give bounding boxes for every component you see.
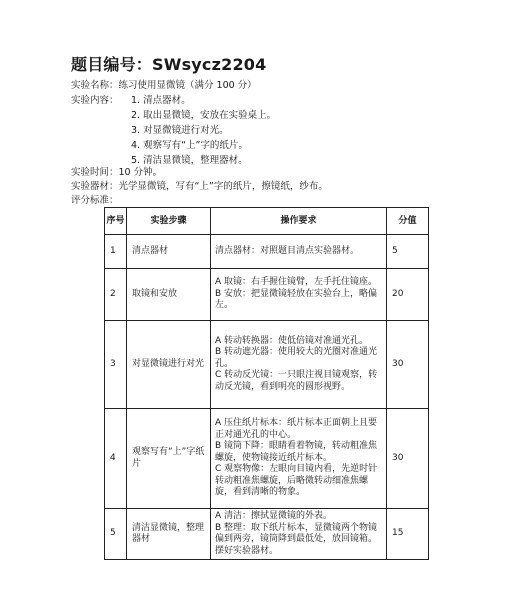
content-item-2: 2. 取出显微镜，安放在实验桌上。	[131, 110, 277, 121]
row-requirement	[211, 321, 387, 409]
exam-title: 题目编号：SWsycz2204	[71, 55, 267, 74]
row-score: 30	[387, 409, 429, 509]
experiment-name: 实验名称：练习使用显微镜（满分 100 分）	[71, 80, 257, 91]
criteria-label: 评分标准：	[71, 195, 119, 206]
row-no: 2	[105, 269, 127, 321]
row-no: 3	[105, 321, 127, 409]
row-score: 15	[387, 509, 429, 560]
row-requirement	[211, 509, 387, 560]
header-step: 实验步骤	[127, 208, 211, 235]
requirement-text: B 镜筒下降：眼睛看着物镜，转动粗准焦螺旋，使物镜接近纸片标本。	[215, 441, 378, 463]
row-no: 5	[105, 509, 127, 560]
row-requirement	[211, 235, 387, 269]
table-row	[105, 321, 429, 409]
table-row	[105, 509, 429, 560]
header-requirement: 操作要求	[211, 208, 387, 235]
requirement-text: B 安放：把显微镜轻放在实验台上，略偏左。	[215, 288, 378, 311]
table-header-row	[105, 208, 429, 235]
content-item-1: 1. 清点器材。	[131, 95, 191, 106]
content-label: 实验内容：	[71, 95, 119, 106]
requirement-text: B 转动遮光器：使用较大的光圈对准通光孔。	[215, 347, 378, 369]
row-score: 20	[387, 269, 429, 321]
row-no: 4	[105, 409, 127, 509]
row-step: 清点器材	[127, 235, 211, 269]
requirement-text: A 清洁：擦拭显微镜的外表。	[215, 511, 333, 521]
row-step: 对显微镜进行对光	[127, 321, 211, 409]
row-score: 5	[387, 235, 429, 269]
row-requirement	[211, 269, 387, 321]
requirement-text: A 压住纸片标本：纸片标本正面朝上且要正对通光孔的中心。	[215, 418, 378, 440]
header-score: 分值	[387, 208, 429, 235]
table-row	[105, 235, 429, 269]
requirement-text: A 取镜：右手握住镜臂，左手托住镜座。	[215, 277, 378, 288]
experiment-equipment: 实验器材：光学显微镜，写有“上”字的纸片，擦镜纸，纱布。	[71, 181, 328, 192]
requirement-text: A 转动转换器：使低倍镜对准通光孔。	[215, 335, 369, 346]
requirement-text: C 转动反光镜：一只眼注视目镜观察，转动反光镜，看到明亮的圆形视野。	[215, 370, 378, 392]
requirement-text: 清点器材：对照题目清点实验器材。	[215, 245, 360, 256]
row-step: 取镜和安放	[127, 269, 211, 321]
requirement-text: B 整理：取下纸片标本，显微镜两个物镜偏到两旁，镜筒降到最低处，放回镜箱。摆好实验器材。	[215, 522, 378, 556]
row-score: 30	[387, 321, 429, 409]
experiment-time: 实验时间：10 分钟。	[71, 167, 163, 178]
row-step: 观察写有“上”字纸片	[127, 409, 211, 509]
row-step: 清洁显微镜，整理器材	[127, 509, 211, 560]
requirement-text: C 观察物像：左眼向目镜内看，先逆时针转动粗准焦螺旋，后略微转动细准焦螺旋，看到清晰的物象。	[215, 464, 378, 498]
content-item-4: 4. 观察写有“上”字的纸片。	[131, 140, 248, 151]
table-row	[105, 269, 429, 321]
content-item-5: 5. 清洁显微镜，整理器材。	[131, 155, 248, 166]
row-no: 1	[105, 235, 127, 269]
row-requirement	[211, 409, 387, 509]
header-no: 序号	[105, 208, 127, 235]
content-item-3: 3. 对显微镜进行对光。	[131, 125, 229, 136]
table-row	[105, 409, 429, 509]
scoring-table	[104, 207, 429, 560]
